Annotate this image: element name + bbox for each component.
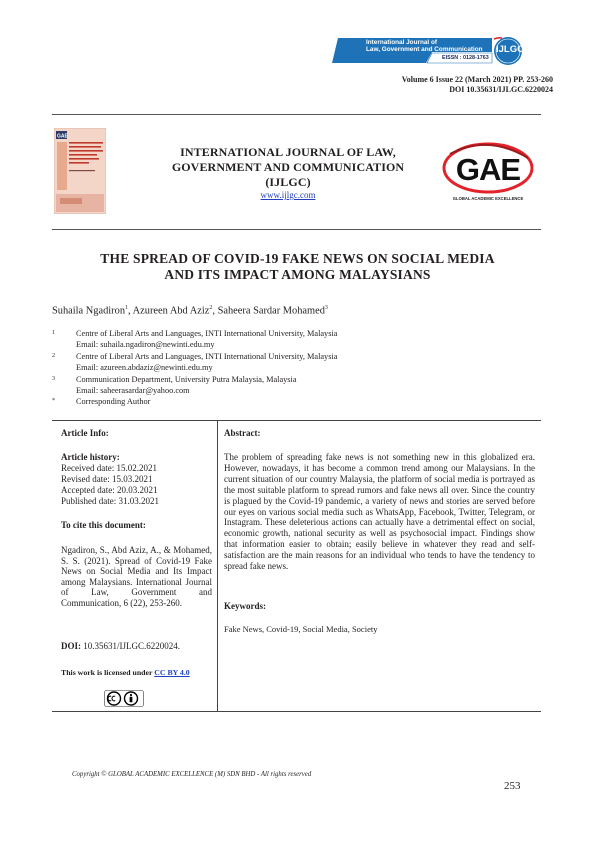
author-mark: 2 (209, 305, 213, 311)
author-list (52, 305, 328, 316)
license-link[interactable]: CC BY 4.0 (154, 668, 190, 677)
author-mark: 1 (125, 305, 129, 311)
affiliation-mark: 1 (52, 330, 55, 336)
doi-value: 10.35631/IJLGC.6220024. (83, 641, 180, 651)
gae-logo-text: GAE (455, 152, 521, 187)
author-separator: , (212, 305, 218, 317)
affiliation-email: Email: azureen.abdaziz@newinti.edu.my (76, 363, 213, 372)
cite-heading: To cite this document: (61, 520, 146, 530)
published-date: Published date: 31.03.2021 (61, 496, 159, 506)
copyright-notice: Copyright © GLOBAL ACADEMIC EXCELLENCE (M) SDN BHD - All rights reserved (72, 771, 312, 778)
affiliation-text: Communication Department, University Putra Malaysia, Malaysia (76, 375, 297, 384)
journal-banner (332, 36, 526, 66)
banner-issn: EISSN : 0128-1763 (442, 55, 489, 61)
banner-line-2: Law, Government and Communication (366, 46, 483, 53)
article-title-line-1: THE SPREAD OF COVID-19 FAKE NEWS ON SOCIAL MEDIA (100, 251, 495, 266)
corresponding-author-note: Corresponding Author (76, 397, 151, 406)
doi-line: DOI 10.35631/IJLGC.6220024 (449, 85, 553, 94)
affiliation-email: Email: saheerasardar@yahoo.com (76, 386, 190, 395)
affiliation-mark: 2 (52, 353, 55, 359)
column-divider (217, 420, 218, 712)
abstract-body: The problem of spreading fake news is not something new in this globalized era. However, nowadays, it has become a common trend among our Malaysians. In the current situation of our country Malaysia, the platform of social media is portrayed as the most suitable platform to spread rumors and fake news all over. Since the country is plagued by the Covid-19 pandemic, a variety of news and stories are served before our eyes on various social media such as WhatsApp, Facebook, Twitter, Telegram, or Instagram. These deleterious actions can actually have a detrimental effect on social, economic growth, national security as well as psychosocial impact. Findings show that information easier to obtain; easily believe in whatever they read and self-satisfaction are the main reasons for an individual who tends to have the tendency to spread fake news. (224, 452, 535, 572)
author-separator: , (128, 305, 133, 317)
affiliation-text: Centre of Liberal Arts and Languages, INTI International University, Malaysia (76, 329, 338, 338)
page-number: 253 (504, 780, 521, 792)
banner-line-1: International Journal of (366, 39, 438, 46)
header-rule-top (52, 114, 541, 115)
license-text: This work is licensed under (61, 668, 153, 677)
banner-abbr: IJLGC (496, 44, 524, 55)
keywords-list: Fake News, Covid-19, Social Media, Society (224, 624, 378, 634)
journal-name-line-3: (IJLGC) (265, 175, 311, 189)
cover-label: GAE (57, 133, 68, 140)
article-info-heading: Article Info: (61, 428, 109, 438)
affiliation-email: Email: suhaila.ngadiron@newinti.edu.my (76, 340, 215, 349)
publisher-tagline: GLOBAL ACADEMIC EXCELLENCE (452, 196, 524, 201)
journal-cover-thumbnail (54, 128, 106, 214)
journal-name-line-1: INTERNATIONAL JOURNAL OF LAW, (180, 145, 396, 159)
author-name: Azureen Abd Aziz (132, 305, 210, 317)
cc-by-badge-icon[interactable] (104, 690, 144, 707)
citation-text: Ngadiron, S., Abd Aziz, A., & Mohamed, S. S. (2021). Spread of Covid-19 Fake News on Social Media and Its Impact among Malaysians. International Journal of Law, Government and Communication, 6 (22), 253-260. (61, 545, 212, 608)
accepted-date: Accepted date: 20.03.2021 (61, 485, 158, 495)
received-date: Received date: 15.02.2021 (61, 463, 157, 473)
author-mark: 3 (324, 305, 328, 311)
header-rule-bottom (52, 229, 541, 230)
abstract-heading: Abstract: (224, 428, 261, 438)
affiliation-mark: * (52, 398, 55, 404)
author-name: Saheera Sardar Mohamed (217, 305, 325, 317)
affiliation-mark: 3 (52, 376, 55, 382)
affiliation-text: Centre of Liberal Arts and Languages, INTI International University, Malaysia (76, 352, 338, 361)
journal-name-line-2: GOVERNMENT AND COMMUNICATION (171, 160, 405, 174)
volume-line: Volume 6 Issue 22 (March 2021) PP. 253-260 (401, 75, 553, 84)
article-history-heading: Article history: (61, 452, 120, 462)
doi-row (61, 641, 212, 652)
gae-logo (440, 138, 536, 196)
license-line (61, 668, 190, 677)
keywords-heading: Keywords: (224, 601, 266, 611)
article-title-line-2: AND ITS IMPACT AMONG MALAYSIANS (164, 267, 431, 282)
revised-date: Revised date: 15.03.2021 (61, 474, 153, 484)
author-name: Suhaila Ngadiron (52, 305, 126, 317)
journal-url-link[interactable]: www.ijlgc.com (260, 190, 316, 200)
doi-label: DOI: (61, 641, 81, 651)
